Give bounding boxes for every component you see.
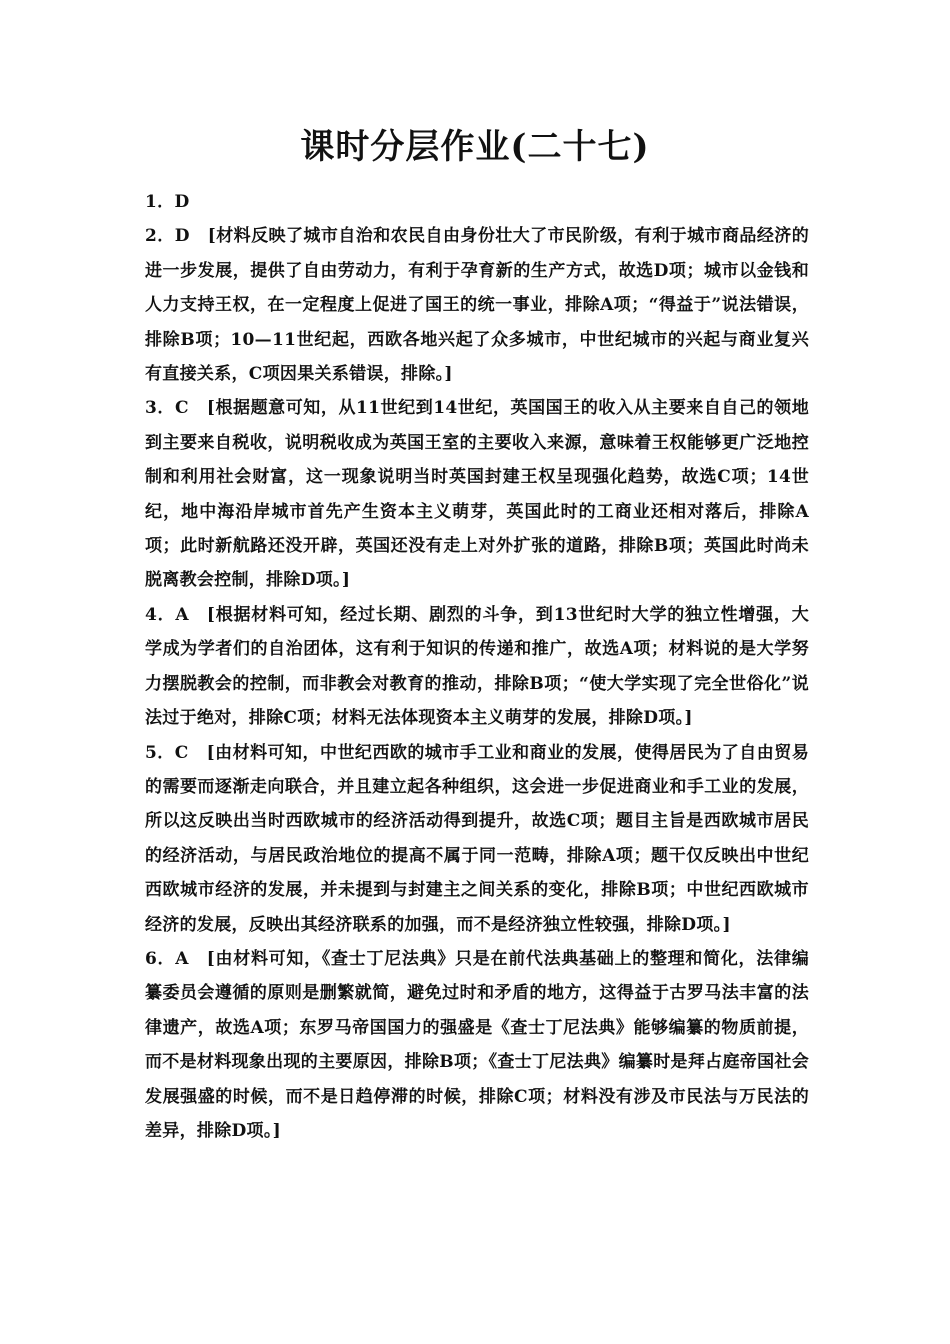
answer-number: 6．: [145, 948, 176, 969]
answer-explanation: [材料反映了城市自治和农民自由身份壮大了市民阶级，有利于城市商品经济的进一步发展，提供了自由劳动力，有利于孕育新的生产方式，故选D项；城市以金钱和人力支持王权，在一定程度上促进了国王的统一事业，排除A项；“得益于”说法错误，排除B项；10—11世纪起，西欧各地兴起了众多城市，中世纪城市的兴起与商业复兴有直接关系，C项因果关系错误，排除。]: [145, 226, 809, 385]
answer-choice: A: [175, 948, 189, 969]
answer-number: 3．: [145, 398, 175, 419]
answer-item-4: [145, 598, 809, 736]
answer-list: [145, 185, 809, 1148]
answer-choice: A: [175, 604, 189, 625]
answer-item-3: [145, 391, 809, 597]
answer-choice: D: [174, 192, 190, 212]
answer-number: 4．: [145, 604, 176, 625]
answer-item-6: [145, 942, 809, 1148]
answer-choice: D: [174, 226, 190, 247]
page-title: 课时分层作业(二十七): [300, 127, 650, 167]
answer-item-2: [145, 219, 809, 391]
answer-choice: C: [174, 742, 189, 763]
answer-explanation: [由材料可知，《查士丁尼法典》只是在前代法典基础上的整理和简化，法律编纂委员会遵循的原则是删繁就简，避免过时和矛盾的地方，这得益于古罗马法丰富的法律遗产，故选A项；东罗马帝国国力的强盛是《查士丁尼法典》能够编纂的物质前提，而不是材料现象出现的主要原因，排除B项；《查士丁尼法典》编纂时是拜占庭帝国社会发展强盛的时候，而不是日趋停滞的时候，排除C项；材料没有涉及市民法与万民法的差异，排除D项。]: [145, 948, 809, 1141]
answer-number: 2．: [145, 226, 175, 247]
answer-choice: C: [174, 398, 189, 419]
answer-explanation: [根据题意可知，从11世纪到14世纪，英国国王的收入从主要来自自己的领地到主要来自税收，说明税收成为英国王室的主要收入来源，意味着王权能够更广泛地控制和利用社会财富，这一现象说明当时英国封建王权呈现强化趋势，故选C项；14世纪，地中海沿岸城市首先产生资本主义萌芽，英国此时的工商业还相对落后，排除A项；此时新航路还没开辟，英国还没有走上对外扩张的道路，排除B项；英国此时尚未脱离教会控制，排除D项。]: [145, 398, 810, 591]
answer-number: 1．: [145, 192, 175, 212]
answer-item-1: [145, 185, 809, 219]
answer-item-5: [145, 736, 809, 942]
answer-number: 5．: [145, 742, 175, 763]
answer-explanation: [根据材料可知，经过长期、剧烈的斗争，到13世纪时大学的独立性增强，大学成为学者们的自治团体，这有利于知识的传递和推广，故选A项；材料说的是大学努力摆脱教会的控制，而非教会对教育的推动，排除B项；“使大学实现了完全世俗化”说法过于绝对，排除C项；材料无法体现资本主义萌芽的发展，排除D项。]: [145, 604, 810, 729]
answer-explanation: [由材料可知，中世纪西欧的城市手工业和商业的发展，使得居民为了自由贸易的需要而逐渐走向联合，并且建立起各种组织，这会进一步促进商业和手工业的发展，所以这反映出当时西欧城市的经济活动得到提升，故选C项；题目主旨是西欧城市居民的经济活动，与居民政治地位的提高不属于同一范畴，排除A项；题干仅反映出中世纪西欧城市经济的发展，并未提到与封建主之间关系的变化，排除B项；中世纪西欧城市经济的发展，反映出其经济联系的加强，而不是经济独立性较强，排除D项。]: [145, 742, 809, 935]
